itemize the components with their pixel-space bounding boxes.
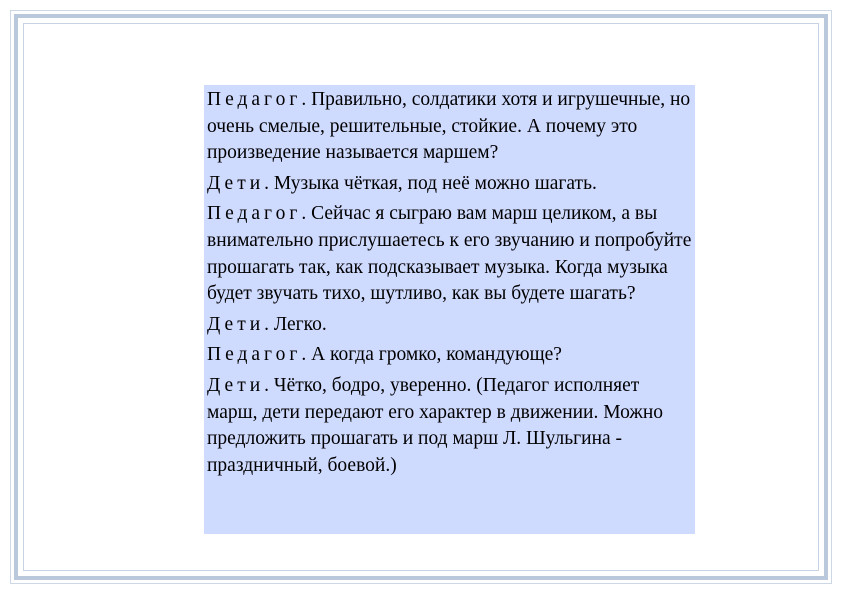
speaker-teacher: Педагог: [207, 344, 302, 366]
dialogue-line: . Сейчас я сыграю вам марш целиком, а вы внимательно прислушаетесь к его звучанию и попробуйте прошагать так, как подсказывает музыка. Когда музыка будет звучать тихо, шутливо, как вы будете шагать?: [207, 203, 692, 305]
dialogue-line: . Чётко, бодро, уверенно. (Педагог исполняет марш, дети передают его характер в движении. Можно предложить прошагать и под марш Л. Шульгина - праздничный, боевой.): [207, 374, 664, 476]
dialogue-paragraph-1: [207, 87, 692, 167]
dialogue-paragraph-4: [207, 312, 692, 339]
speaker-children: Дети: [207, 172, 265, 194]
dialogue-line: . А когда громко, командующе?: [301, 344, 562, 366]
dialogue-paragraph-6: [207, 373, 692, 479]
dialogue-paragraph-5: [207, 342, 692, 369]
dialogue-line: . Правильно, солдатики хотя и игрушечные, но очень смелые, решительные, стойкие. А почему это произведение называется маршем?: [207, 89, 691, 164]
dialogue-line: . Музыка чёткая, под неё можно шагать.: [264, 172, 597, 194]
dialogue-paragraph-3: [207, 201, 692, 307]
dialogue-line: . Легко.: [264, 313, 327, 335]
speaker-teacher: Педагог: [207, 89, 302, 110]
dialogue-text-box: [204, 85, 695, 534]
speaker-children: Дети: [207, 313, 265, 335]
dialogue-paragraph-2: [207, 171, 692, 198]
speaker-children: Дети: [207, 374, 265, 396]
speaker-teacher: Педагог: [207, 203, 302, 225]
